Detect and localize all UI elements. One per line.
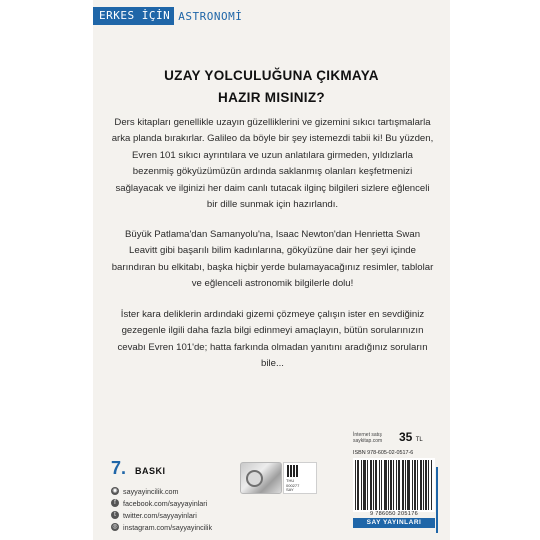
twitter-icon: t [111,511,119,519]
sticker-text: THU 000277 SAY [286,478,300,493]
edition-number: 7. [111,458,127,478]
qr-code-icon [287,465,299,477]
price-currency: TL [415,437,423,443]
social-instagram-text: instagram.com/sayyayincilik [123,522,213,532]
banderol-sticker [283,462,317,494]
social-twitter-text: twitter.com/sayyayinlari [123,510,197,520]
headline-line-1: UZAY YOLCULUĞUNA ÇIKMAYA [164,68,379,83]
blurb-paragraph-1: Ders kitapları genellikle uzayın güzelliklerini ve gizemini sıkıcı tartışmalarla arka planda bırakırlar. Galileo da böyle bir şey istemezdi tabii ki! Bu yüzden, Evren 101 sıkıcı ayrıntılara ve uzun anlatılara girmeden, yıldızlarla bezenmiş gökyüzümüzün ardında saklanmış olanları keşfetmenizi sağlayacak ve ilginizi her daim canlı tutacak ilginç bilgileri sizlere eğlenceli bir dille sunmak için hazırlandı. [111,117,434,211]
social-facebook[interactable] [111,497,212,509]
instagram-icon: ◎ [112,524,118,530]
barcode-number: 9 786050 205176 [369,511,419,517]
price-value: 35 [399,430,413,444]
back-cover [93,0,450,540]
barcode-icon [353,458,435,512]
hologram-seal-icon [246,470,263,487]
edition-label: BASKI [135,466,166,476]
blurb-paragraph-2: Büyük Patlama'dan Samanyolu'na, Isaac Newton'dan Henrietta Swan Leavitt gibi başarılı bilim kadınlarına, gökyüzüne dair her şeyi içinde barındıran bu elkitabı, başka hiçbir yerde bulamayacağınız resimler, tablolar ve eğlenceli astronomik bilgilerle dolu! [111,229,434,290]
edition-info [111,458,166,479]
price-tag [399,430,423,444]
social-facebook-text: facebook.com/sayyayinlari [123,498,208,508]
facebook-icon: f [111,499,119,507]
spine-edge-stripe [436,467,438,533]
blurb-paragraph-3: İster kara deliklerin ardındaki gizemi çözmeye çalışın ister en sevdiğiniz gezegenle ilgili daha fazla bilgi edinmeyi amaçlayın, bütün sorularınızın cevabı Evren 101'de; hatta farkında olmadan yanıtını aradığınız soruların bile... [117,309,428,370]
series-block: ERKES İÇİN [93,7,174,25]
hologram-sticker [240,462,282,494]
social-twitter[interactable] [111,509,212,521]
headline [93,65,450,109]
publisher-logo: SAY YAYINLARI [353,518,435,528]
series-title: ASTRONOMİ [178,9,243,23]
headline-line-2: HAZIR MISINIZ? [218,90,325,105]
series-banner [93,7,242,25]
social-links [111,485,212,533]
price-note: İnternet satış saykitap.com [353,432,383,444]
globe-icon: ◉ [112,488,118,494]
social-instagram[interactable] [111,521,212,533]
social-web[interactable] [111,485,212,497]
isbn-text: ISBN 978-605-02-0517-6 [353,450,414,456]
social-web-text: sayyayincilik.com [123,486,179,496]
